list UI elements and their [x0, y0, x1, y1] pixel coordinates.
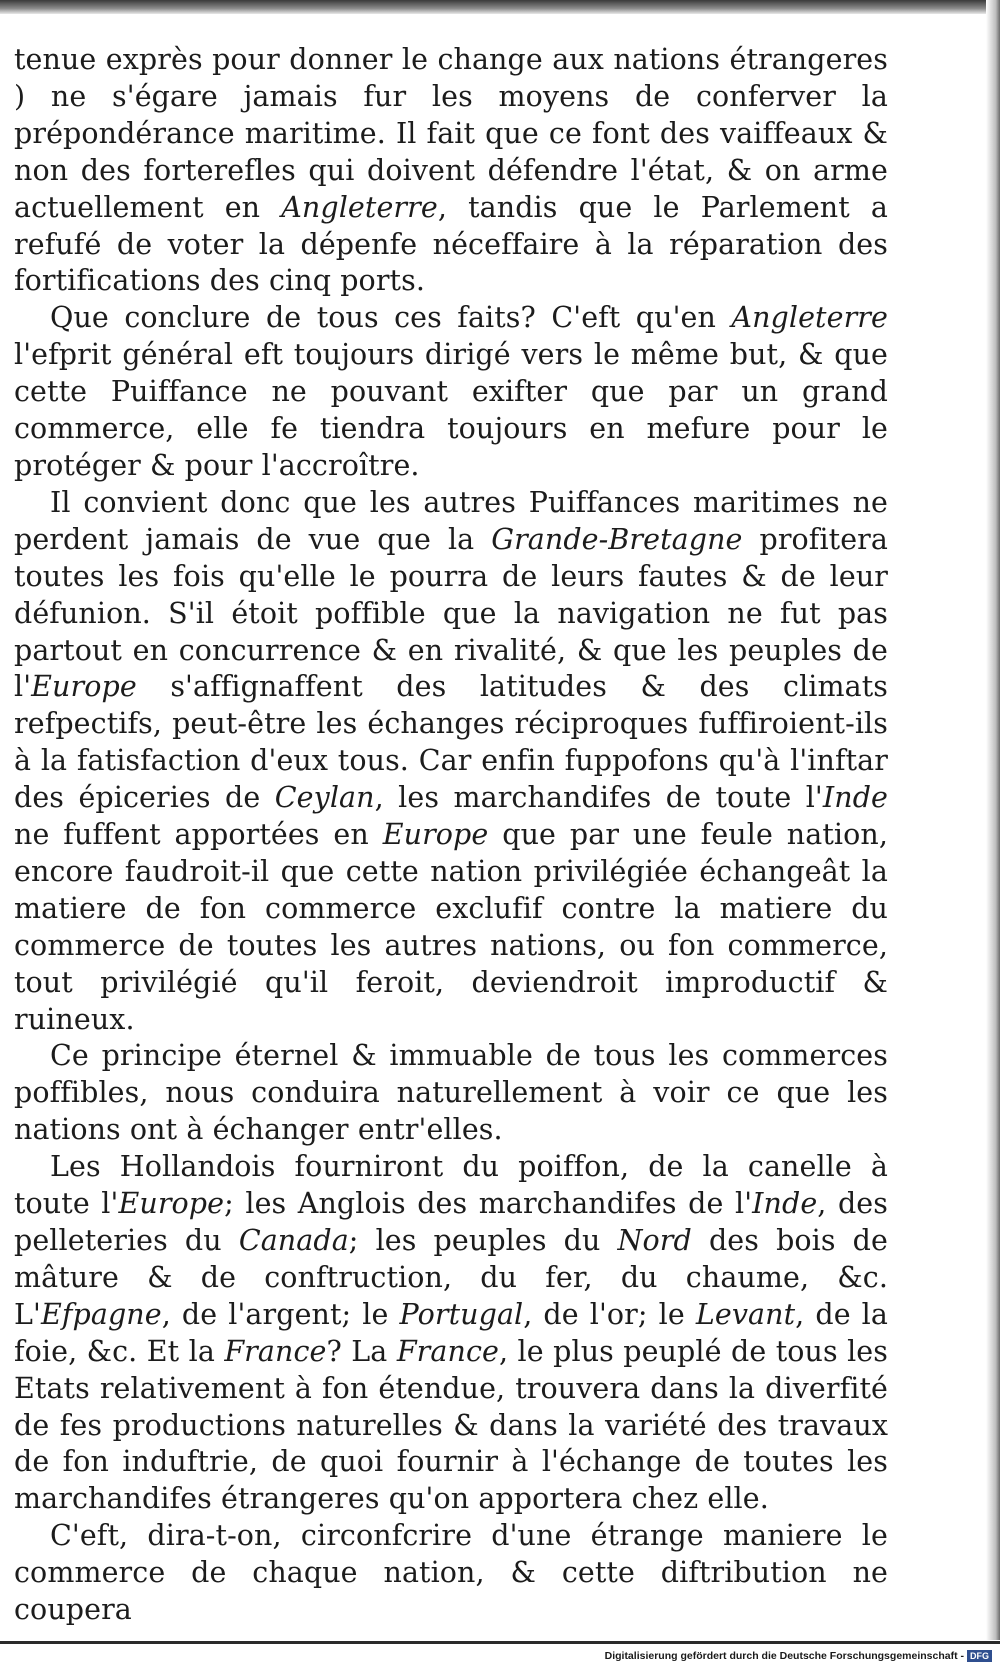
paragraph-1 [14, 42, 888, 300]
text-span: profitera toutes les fois qu'elle le pourra de leurs fautes & de leur défunion. S'il étoit poffible que la navigation ne fut pas partout en concurrence & en rivalité, & que les peuples de l' [14, 522, 888, 704]
emphasis: Angleterre [281, 190, 438, 224]
paragraph-5 [14, 1149, 888, 1518]
paragraph-4 [14, 1038, 888, 1149]
footer-credit: Digitalisierung gefördert durch die Deutsche Forschungsgemeinschaft - [604, 1650, 964, 1662]
text-span: Que conclure de tous ces faits? C'eft qu'en [50, 301, 732, 335]
text-span: s'affignaffent des latitudes & des climats refpectifs, peut-être les échanges réciproques fuffiroient-ils à la fatisfaction d'eux tous. Car enfin fuppofons qu'à l'inftar des épiceries de [14, 670, 888, 815]
emphasis: Portugal [399, 1297, 524, 1331]
text-span: l'efprit général eft toujours dirigé vers le même but, & que cette Puiffance ne pouvant exifter que par un grand commerce, elle fe tiendra toujours en mefure pour le protéger & pour l'accroître. [14, 338, 888, 482]
emphasis: Nord [617, 1224, 692, 1257]
scan-right-edge [986, 0, 1000, 1640]
text-span: des bois de mâture & de conftruction, du fer, du chaume, &c. L' [14, 1224, 888, 1331]
text-span: ne fuffent apportées en [14, 818, 383, 852]
emphasis: Levant [695, 1297, 796, 1331]
emphasis: Grande-Bretagne [491, 522, 743, 556]
digitization-footer [605, 1650, 992, 1662]
emphasis: Europe [118, 1187, 225, 1221]
text-span: , les marchandifes de toute l' [374, 781, 823, 815]
text-span: Ce principe éternel & immuable de tous les commerces poffibles, nous conduira naturellement à voir ce que les nations ont à échanger entr'elles. [14, 1039, 888, 1147]
emphasis: Europe [31, 670, 137, 704]
text-span: Il convient donc que les autres Puiffances maritimes ne perdent jamais de vue que la [14, 485, 888, 556]
text-span: , le plus peuplé de tous les Etats relativement à fon étendue, trouvera dans la diverfité de fes productions naturelles & dans la variété des travaux de fon induftrie, de quoi fournir à l'échange de toutes les marchandifes étrangeres qu'on apportera chez elle. [14, 1334, 888, 1516]
emphasis: Inde [822, 781, 888, 815]
text-span: tenue exprès pour donner le change aux nations étrangeres ) ne s'égare jamais fur les moyens de conferver la prépondérance maritime. Il fait que ce font des vaiffeaux & non des forterefles qui doivent défendre l'état, & on arme actuellement en [14, 43, 888, 224]
emphasis: Inde [752, 1187, 818, 1221]
emphasis: France [396, 1334, 499, 1368]
text-span: , de la foie, &c. Et la [14, 1297, 888, 1368]
text-span: C'eft, dira-t-on, circonfcrire d'une étrange maniere le commerce de chaque nation, & cette diftribution ne coupera [14, 1519, 888, 1627]
text-span: , des pelleteries du [14, 1187, 888, 1257]
text-span: ; les Anglois des marchandifes de l' [224, 1187, 753, 1221]
emphasis: Angleterre [731, 301, 888, 335]
emphasis: Europe [382, 818, 489, 852]
dfg-logo: DFG [967, 1650, 992, 1662]
footer-rule [0, 1641, 1000, 1644]
paragraph-2 [14, 300, 888, 485]
text-span: que par une feule nation, encore faudroit-il que cette nation privilégiée échangeât la matiere de fon commerce exclufif contre la matiere du commerce de toutes les autres nations, ou fon commerce, tout privilégié qu'il feroit, deviendroit improductif & ruineux. [14, 818, 888, 1036]
text-span: , de l'or; le [523, 1297, 696, 1331]
text-span: ; les peuples du [348, 1224, 618, 1257]
text-span: Les Hollandois fourniront du poiffon, de la canelle à toute l' [14, 1150, 888, 1221]
emphasis: Ceylan [274, 781, 375, 815]
text-span: ? La [326, 1334, 397, 1368]
emphasis: Canada [238, 1224, 349, 1257]
emphasis: France [224, 1334, 327, 1368]
emphasis: Efpagne [40, 1297, 162, 1331]
page-text [14, 42, 888, 1629]
text-span: , de l'argent; le [161, 1297, 400, 1331]
paragraph-3 [14, 485, 888, 1039]
paragraph-6 [14, 1518, 888, 1629]
text-span: , tandis que le Parlement a refufé de voter la dépenfe néceffaire à la réparation des fortifications des cinq ports. [14, 190, 888, 298]
scan-top-edge [0, 0, 1000, 14]
